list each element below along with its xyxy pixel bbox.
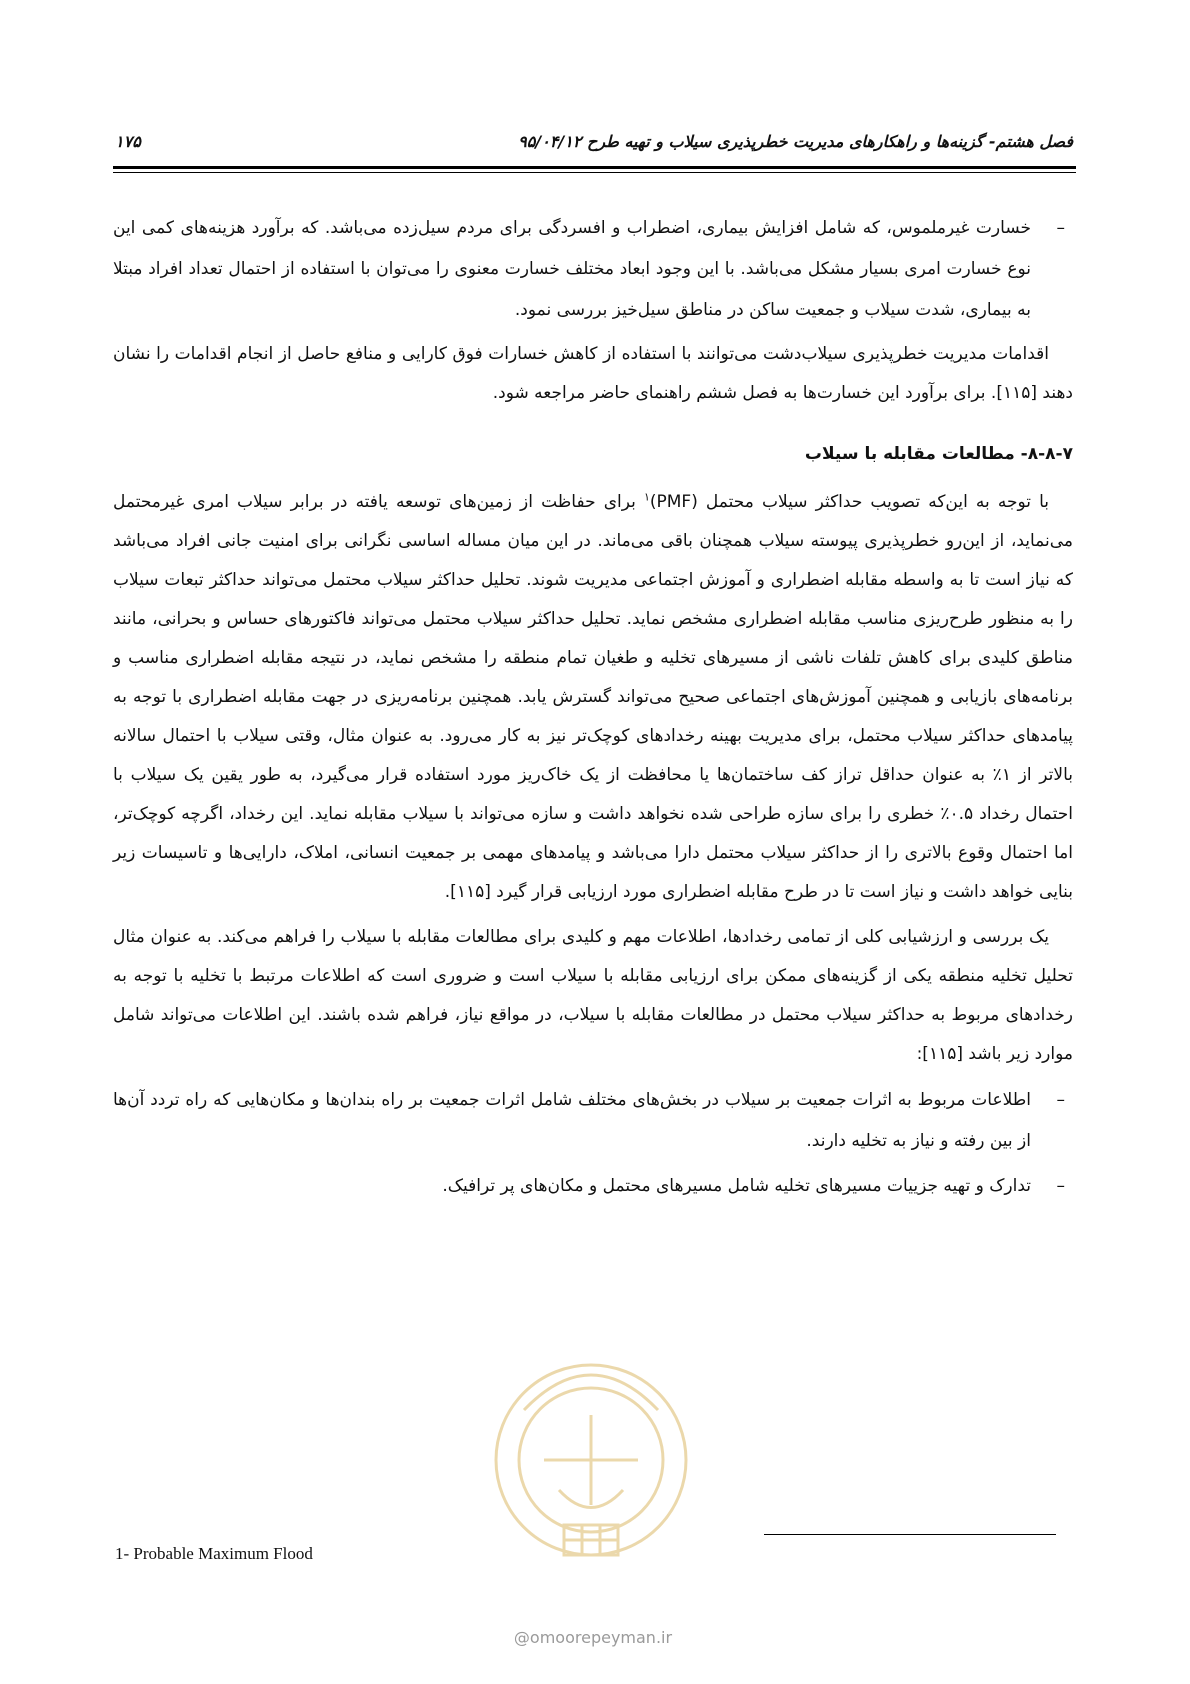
bullet-text: تدارک و تهیه جزییات مسیرهای تخلیه شامل مسیرهای محتمل و مکان‌های پر ترافیک.	[442, 1176, 1031, 1196]
watermark-url: @omoorepeyman.ir	[513, 1628, 673, 1647]
bullet-dash: –	[1056, 218, 1065, 238]
paragraph: یک بررسی و ارزشیابی کلی از تمامی رخدادها، اطلاعات مهم و کلیدی برای مطالعات مقابله با سیلاب را فراهم می‌کند. به عنوان مثال تحلیل تخلیه منطقه یکی از گزینه‌های ممکن برای ارزیابی مقابله با سیلاب است و ضروری است که اطلاعات مرتبط با تخلیه با توجه به رخدادهای مربوط به حداکثر سیلاب محتمل در مطالعات مقابله با سیلاب، در مواقع نیاز، فراهم شده باشند. این اطلاعات می‌تواند شامل موارد زیر باشد [۱۱۵]:	[113, 927, 1073, 1064]
bullet-item	[113, 208, 1073, 331]
chapter-title: فصل هشتم- گزینه‌ها و راهکارهای مدیریت خطرپذیری سیلاب و تهیه طرح ۹۵/۰۴/۱۲	[518, 132, 1073, 151]
header-rule	[113, 166, 1076, 169]
paragraph-text: با توجه به این‌که تصویب حداکثر سیلاب محتمل (PMF)	[649, 492, 1049, 512]
page-body	[113, 208, 1073, 1211]
bullet-text: خسارت غیرملموس، که شامل افزایش بیماری، اضطراب و افسردگی برای مردم سیل‌زده می‌باشد. که برآورد هزینه‌های کمی این نوع خسارت امری بسیار مشکل می‌باشد. با این وجود ابعاد مختلف خسارت معنوی را می‌توان با استفاده از احتمال تعداد افراد مبتلا به بیماری، شدت سیلاب و جمعیت ساکن در مناطق سیل‌خیز بررسی نمود.	[113, 218, 1031, 320]
bullet-text: اطلاعات مربوط به اثرات جمعیت بر سیلاب در بخش‌های مختلف شامل اثرات جمعیت بر راه بندان‌ها و مکان‌هایی که راه تردد آن‌ها از بین رفته و نیاز به تخلیه دارند.	[113, 1090, 1031, 1151]
section-heading: ۸-۸-۷- مطالعات مقابله با سیلاب	[804, 444, 1073, 464]
footnote-mark: ۱	[643, 490, 650, 504]
watermark-seal-icon	[484, 1340, 698, 1590]
paragraph-text: برای حفاظت از زمین‌های توسعه یافته در برابر سیلاب امری غیرمحتمل می‌نماید، از این‌رو خطرپذیری پیوسته سیلاب همچنان باقی می‌ماند. در این میان مساله اساسی نگرانی برای امنیت جانی افراد می‌باشد که نیاز است تا به واسطه مقابله اضطراری و آموزش اجتماعی مدیریت شوند. تحلیل حداکثر سیلاب محتمل می‌تواند حداکثر تبعات سیلاب را به منظور طرح‌ریزی مناسب مقابله اضطراری مشخص نماید. تحلیل حداکثر سیلاب محتمل می‌تواند فاکتورهای حساس و بحرانی، مانند مناطق کلیدی برای کاهش تلفات ناشی از مسیرهای تخلیه و طغیان تمام منطقه را مشخص نماید، در نتیجه مقابله اضطراری مناسب و برنامه‌های بازیابی و همچنین آموزش‌های اجتماعی صحیح می‌تواند گسترش یابد. همچنین برنامه‌ریزی در جهت مقابله اضطراری با توجه به پیامدهای حداکثر سیلاب محتمل، برای مدیریت بهینه رخدادهای کوچک‌تر نیز به کار می‌رود. به عنوان مثال، وقتی سیلاب با احتمال سالانه بالاتر از ۱٪ به عنوان حداقل تراز کف ساختمان‌ها یا محافظت از یک خاک‌ریز مورد استفاده قرار می‌گیرد، به طور یقین یک سیلاب با احتمال رخداد ۰.۵٪ خطری را برای سازه طراحی شده نخواهد داشت و سازه می‌تواند با سیلاب مقابله نماید. این رخداد، اگرچه کوچک‌تر، اما احتمال وقوع بالاتری را از حداکثر سیلاب محتمل دارا می‌باشد و پیامدهای مهمی بر جمعیت انسانی، املاک، دارایی‌ها و تاسیسات زیر بنایی خواهد داشت و نیاز است تا در طرح مقابله اضطراری مورد ارزیابی قرار گیرد [۱۱۵].	[113, 492, 1073, 902]
header-rule-thin	[113, 172, 1076, 173]
page-number: ۱۷۵	[115, 132, 141, 151]
footnote: 1- Probable Maximum Flood	[115, 1544, 313, 1563]
bullet-item	[113, 1080, 1073, 1162]
bullet-dash: –	[1056, 1176, 1065, 1196]
paragraph: اقدامات مدیریت خطرپذیری سیلاب‌دشت می‌توانند با استفاده از کاهش خسارات فوق کارایی و منافع حاصل از انجام اقدامات را نشان دهند [۱۱۵]. برای برآورد این خسارت‌ها به فصل ششم راهنمای حاضر مراجعه شود.	[113, 344, 1073, 403]
page-header	[115, 132, 1073, 156]
bullet-dash: –	[1056, 1090, 1065, 1110]
paragraph	[113, 483, 1073, 912]
footnote-rule	[764, 1534, 1056, 1535]
bullet-item	[113, 1166, 1073, 1207]
